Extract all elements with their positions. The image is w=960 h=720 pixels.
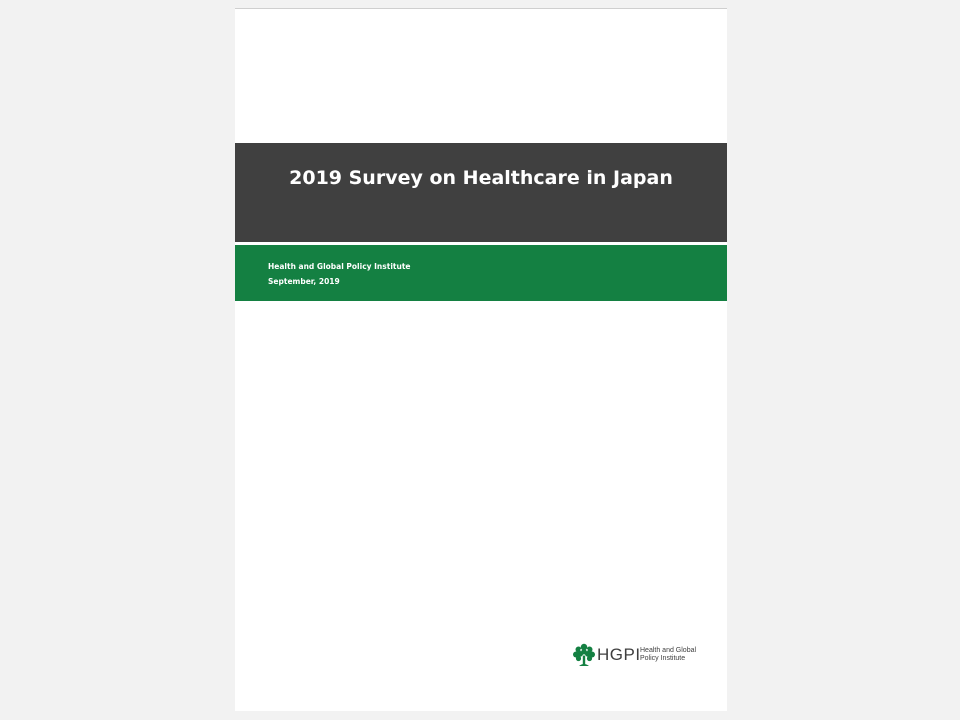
hgpi-logo — [572, 642, 702, 668]
organization-name: Health and Global Policy Institute — [268, 262, 411, 271]
tree-icon — [572, 642, 596, 668]
logo-name-line2: Policy Institute — [640, 655, 686, 662]
publisher-band — [235, 245, 727, 301]
document-title: 2019 Survey on Healthcare in Japan — [289, 167, 673, 189]
logo-name — [640, 647, 704, 663]
document-page — [235, 8, 727, 711]
title-band — [235, 143, 727, 242]
logo-name-line1: Health and Global — [640, 647, 697, 654]
publication-date: September, 2019 — [268, 277, 340, 286]
logo-mark: HGPI — [597, 645, 641, 664]
